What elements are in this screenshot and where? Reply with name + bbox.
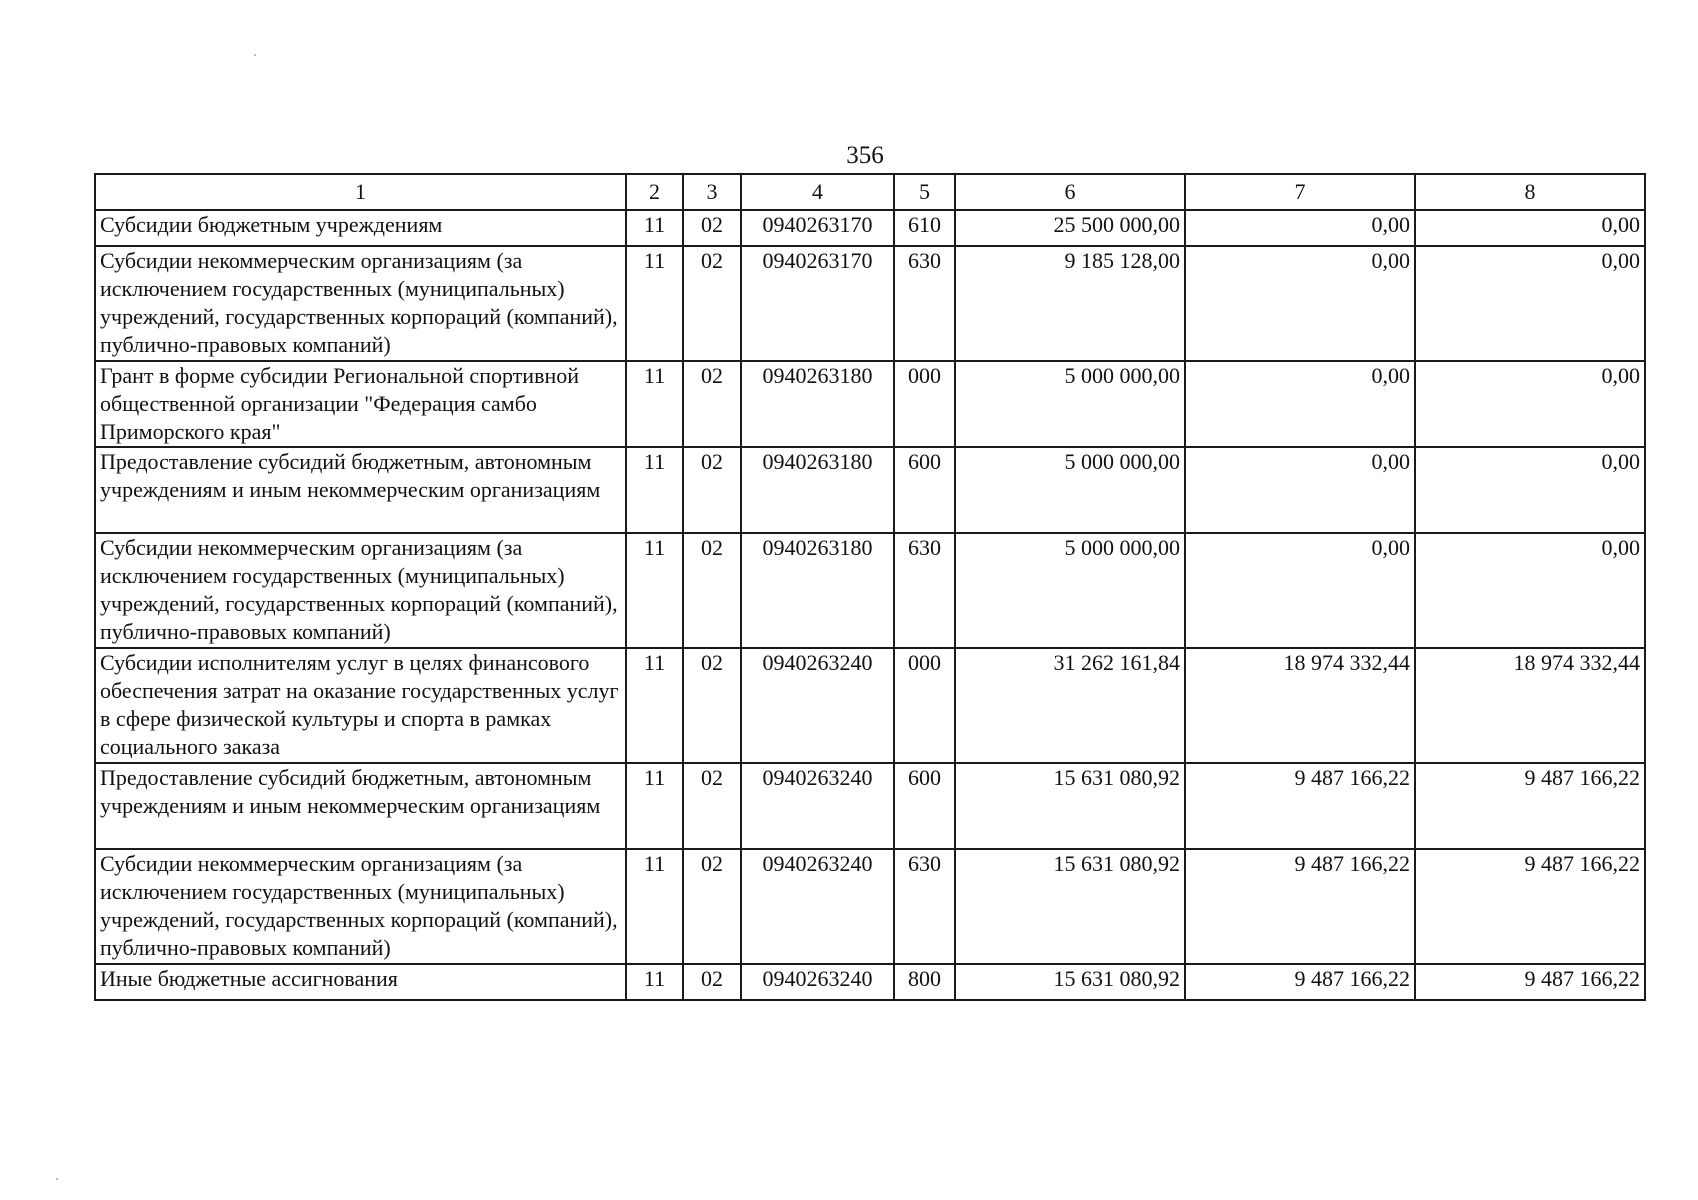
target-article-cell: 0940263240 bbox=[741, 849, 894, 964]
subsection-code-cell: 02 bbox=[683, 648, 741, 763]
expense-type-cell: 610 bbox=[894, 210, 955, 246]
amount-col6-cell: 5 000 000,00 bbox=[955, 447, 1185, 533]
subsection-code-cell: 02 bbox=[683, 210, 741, 246]
table-row bbox=[95, 361, 1645, 447]
expense-type-cell: 600 bbox=[894, 763, 955, 849]
target-article-cell: 0940263170 bbox=[741, 246, 894, 361]
row-name-cell: Предоставление субсидий бюджетным, автономным учреждениям и иным некоммерческим организациям bbox=[95, 763, 626, 849]
section-code-cell: 11 bbox=[626, 964, 683, 1000]
section-code-cell: 11 bbox=[626, 849, 683, 964]
section-code-cell: 11 bbox=[626, 763, 683, 849]
table-row bbox=[95, 447, 1645, 533]
amount-col6-cell: 15 631 080,92 bbox=[955, 849, 1185, 964]
amount-col7-cell: 0,00 bbox=[1185, 447, 1415, 533]
amount-col7-cell: 0,00 bbox=[1185, 210, 1415, 246]
header-cell-2: 2 bbox=[626, 174, 683, 210]
table-header bbox=[95, 174, 1645, 210]
amount-col7-cell: 9 487 166,22 bbox=[1185, 849, 1415, 964]
subsection-code-cell: 02 bbox=[683, 447, 741, 533]
row-name-cell: Предоставление субсидий бюджетным, автономным учреждениям и иным некоммерческим организациям bbox=[95, 447, 626, 533]
table-body bbox=[95, 210, 1645, 1000]
budget-table bbox=[94, 173, 1646, 1001]
amount-col6-cell: 31 262 161,84 bbox=[955, 648, 1185, 763]
expense-type-cell: 000 bbox=[894, 648, 955, 763]
table-row bbox=[95, 763, 1645, 849]
scan-artifact bbox=[254, 54, 256, 56]
amount-col7-cell: 0,00 bbox=[1185, 361, 1415, 447]
target-article-cell: 0940263170 bbox=[741, 210, 894, 246]
amount-col6-cell: 15 631 080,92 bbox=[955, 763, 1185, 849]
amount-col8-cell: 18 974 332,44 bbox=[1415, 648, 1645, 763]
amount-col7-cell: 0,00 bbox=[1185, 246, 1415, 361]
amount-col7-cell: 0,00 bbox=[1185, 533, 1415, 648]
row-name-cell: Субсидии исполнителям услуг в целях финансового обеспечения затрат на оказание государственных услуг в сфере физической культуры и спорта в рамках социального заказа bbox=[95, 648, 626, 763]
row-name-cell: Иные бюджетные ассигнования bbox=[95, 964, 626, 1000]
scan-artifact bbox=[56, 1178, 58, 1180]
amount-col8-cell: 0,00 bbox=[1415, 361, 1645, 447]
amount-col8-cell: 0,00 bbox=[1415, 246, 1645, 361]
table-row bbox=[95, 964, 1645, 1000]
table-row bbox=[95, 849, 1645, 964]
target-article-cell: 0940263240 bbox=[741, 964, 894, 1000]
header-cell-6: 6 bbox=[955, 174, 1185, 210]
row-name-cell: Субсидии бюджетным учреждениям bbox=[95, 210, 626, 246]
subsection-code-cell: 02 bbox=[683, 964, 741, 1000]
header-row bbox=[95, 174, 1645, 210]
amount-col6-cell: 25 500 000,00 bbox=[955, 210, 1185, 246]
target-article-cell: 0940263180 bbox=[741, 361, 894, 447]
amount-col8-cell: 9 487 166,22 bbox=[1415, 964, 1645, 1000]
section-code-cell: 11 bbox=[626, 246, 683, 361]
subsection-code-cell: 02 bbox=[683, 361, 741, 447]
row-name-cell: Субсидии некоммерческим организациям (за исключением государственных (муниципальных) учреждений, государственных корпораций (компаний), публично-правовых компаний) bbox=[95, 849, 626, 964]
amount-col8-cell: 9 487 166,22 bbox=[1415, 763, 1645, 849]
page-number: 356 bbox=[846, 142, 884, 169]
header-cell-8: 8 bbox=[1415, 174, 1645, 210]
table-row bbox=[95, 210, 1645, 246]
expense-type-cell: 630 bbox=[894, 533, 955, 648]
header-cell-4: 4 bbox=[741, 174, 894, 210]
amount-col7-cell: 9 487 166,22 bbox=[1185, 763, 1415, 849]
target-article-cell: 0940263180 bbox=[741, 533, 894, 648]
amount-col8-cell: 9 487 166,22 bbox=[1415, 849, 1645, 964]
subsection-code-cell: 02 bbox=[683, 533, 741, 648]
subsection-code-cell: 02 bbox=[683, 763, 741, 849]
header-cell-3: 3 bbox=[683, 174, 741, 210]
expense-type-cell: 000 bbox=[894, 361, 955, 447]
header-cell-1: 1 bbox=[95, 174, 626, 210]
section-code-cell: 11 bbox=[626, 648, 683, 763]
header-cell-5: 5 bbox=[894, 174, 955, 210]
row-name-cell: Грант в форме субсидии Региональной спортивной общественной организации "Федерация самбо Приморского края" bbox=[95, 361, 626, 447]
target-article-cell: 0940263180 bbox=[741, 447, 894, 533]
amount-col8-cell: 0,00 bbox=[1415, 447, 1645, 533]
target-article-cell: 0940263240 bbox=[741, 648, 894, 763]
section-code-cell: 11 bbox=[626, 447, 683, 533]
amount-col8-cell: 0,00 bbox=[1415, 210, 1645, 246]
table-row bbox=[95, 648, 1645, 763]
section-code-cell: 11 bbox=[626, 533, 683, 648]
section-code-cell: 11 bbox=[626, 361, 683, 447]
target-article-cell: 0940263240 bbox=[741, 763, 894, 849]
expense-type-cell: 630 bbox=[894, 246, 955, 361]
section-code-cell: 11 bbox=[626, 210, 683, 246]
expense-type-cell: 630 bbox=[894, 849, 955, 964]
table-row bbox=[95, 533, 1645, 648]
amount-col6-cell: 9 185 128,00 bbox=[955, 246, 1185, 361]
amount-col7-cell: 18 974 332,44 bbox=[1185, 648, 1415, 763]
expense-type-cell: 600 bbox=[894, 447, 955, 533]
expense-type-cell: 800 bbox=[894, 964, 955, 1000]
subsection-code-cell: 02 bbox=[683, 246, 741, 361]
amount-col6-cell: 5 000 000,00 bbox=[955, 533, 1185, 648]
amount-col6-cell: 15 631 080,92 bbox=[955, 964, 1185, 1000]
amount-col8-cell: 0,00 bbox=[1415, 533, 1645, 648]
table-row bbox=[95, 246, 1645, 361]
amount-col6-cell: 5 000 000,00 bbox=[955, 361, 1185, 447]
row-name-cell: Субсидии некоммерческим организациям (за исключением государственных (муниципальных) учреждений, государственных корпораций (компаний), публично-правовых компаний) bbox=[95, 246, 626, 361]
row-name-cell: Субсидии некоммерческим организациям (за исключением государственных (муниципальных) учреждений, государственных корпораций (компаний), публично-правовых компаний) bbox=[95, 533, 626, 648]
subsection-code-cell: 02 bbox=[683, 849, 741, 964]
amount-col7-cell: 9 487 166,22 bbox=[1185, 964, 1415, 1000]
header-cell-7: 7 bbox=[1185, 174, 1415, 210]
